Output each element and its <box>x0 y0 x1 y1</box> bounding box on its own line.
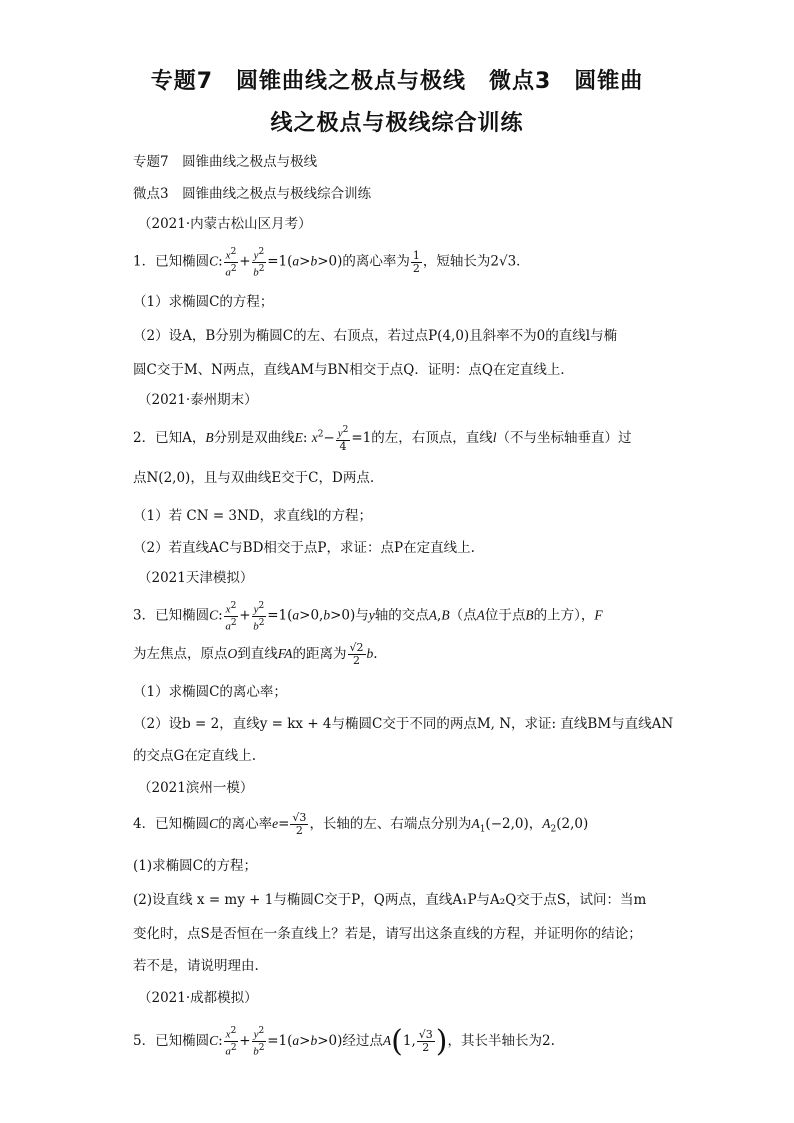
problem-2-statement: 2．已知A，B分别是双曲线E: $x^2-$ $\frac{y^2}{4}$ =1的左，右顶点，直线l（不与坐标轴垂直）过 <box>133 425 632 453</box>
problem-1-part-1: （1）求椭圆C的方程； <box>133 294 274 310</box>
problem-2-statement-cont: 点N(2,0)，且与双曲线E交于C，D两点. <box>133 470 375 486</box>
problem-4-part-2a: (2)设直线 x = my + 1与椭圆C交于P，Q两点，直线A₁P与A₂Q交于点S，试问：当m <box>133 892 647 908</box>
problem-3-statement: 3．已知椭圆C: $\frac{x^2}{a^2}$ + $\frac{y^2}{b^2}$ =1(a>0,b>0)与y轴的交点A,B（点A位于点B的上方），F <box>133 601 603 633</box>
problem-4-part-2c: 若不是，请说明理由. <box>133 958 259 974</box>
problem-4-part-2b: 变化时，点S是否恒在一条直线上？若是，请写出这条直线的方程，并证明你的结论； <box>133 926 642 942</box>
topic-heading: 专题7 圆锥曲线之极点与极线 <box>133 154 318 170</box>
problem-2-part-1: （1）若 CN = 3ND，求直线l的方程； <box>133 508 372 524</box>
problem-1-statement: 1．已知椭圆C: $\frac{x^2}{a^2}$ + $\frac{y^2}{b^2}$ =1(a>b>0)的离心率为 $\frac{1}{2}$ ，短轴长为2√3． <box>133 247 530 279</box>
problem-1-source: （2021·内蒙古松山区月考） <box>138 216 312 232</box>
subtopic-heading: 微点3 圆锥曲线之极点与极线综合训练 <box>133 186 372 202</box>
problem-1-part-2a: （2）设A，B分别为椭圆C的左、右顶点，若过点P(4,0)且斜率不为0的直线l与椭 <box>133 328 618 344</box>
document-title-line-1: 专题7 圆锥曲线之极点与极线 微点3 圆锥曲 <box>150 69 644 94</box>
problem-4-part-1: (1)求椭圆C的方程； <box>133 858 257 874</box>
problem-1-part-2b: 圆C交于M、N两点，直线AM与BN相交于点Q．证明：点Q在定直线上． <box>133 362 574 378</box>
problem-4-statement: 4．已知椭圆C的离心率e= $\frac{√3}{2}$ ，长轴的左、右端点分别为$A_1(-2,0)$，$A_2(2,0)$ <box>133 811 589 837</box>
problem-5-statement: 5．已知椭圆C: $\frac{x^2}{a^2}$ + $\frac{y^2}{b^2}$ =1(a>b>0)经过点A(1, $\frac{√3}{2}$ )，其长半轴长为2. <box>133 1024 555 1059</box>
problem-4-source: （2021滨州一模） <box>138 780 254 796</box>
document-title-line-2: 线之极点与极线综合训练 <box>270 111 524 136</box>
problem-3-part-2a: （2）设b = 2，直线y = kx + 4与椭圆C交于不同的两点M, N，求证: 直线BM与直线AN <box>133 716 674 732</box>
problem-3-source: （2021天津模拟） <box>138 570 254 586</box>
problem-3-part-1: （1）求椭圆C的离心率； <box>133 684 287 700</box>
problem-2-source: （2021·泰州期末） <box>138 392 258 408</box>
problem-5-source: （2021·成都模拟） <box>138 990 258 1006</box>
problem-2-part-2: （2）若直线AC与BD相交于点P，求证：点P在定直线上. <box>133 540 475 556</box>
problem-3-part-2b: 的交点G在定直线上. <box>133 748 257 764</box>
problem-3-statement-cont: 为左焦点，原点O到直线FA的距离为 $\frac{√2}{2}$ b. <box>133 641 378 667</box>
